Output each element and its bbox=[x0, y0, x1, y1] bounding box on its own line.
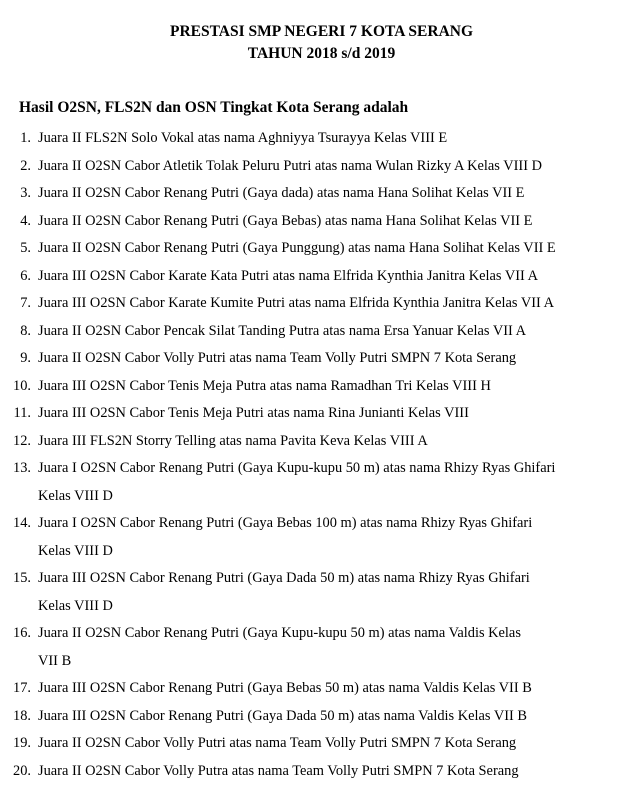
list-item-line: Kelas VIII D bbox=[38, 542, 113, 559]
list-item-text bbox=[38, 400, 638, 428]
list-item-number: 7. bbox=[20, 295, 31, 311]
list-item bbox=[0, 400, 643, 428]
list-item bbox=[0, 125, 643, 153]
list-item-line: Juara III O2SN Cabor Renang Putri (Gaya Dada 50 m) atas nama Valdis Kelas VII B bbox=[38, 707, 528, 724]
list-item bbox=[0, 510, 643, 565]
list-item-text bbox=[38, 455, 638, 510]
list-item bbox=[0, 620, 643, 675]
list-item bbox=[0, 730, 643, 758]
list-item-line: Juara I O2SN Cabor Renang Putri (Gaya Kupu-kupu 50 m) atas nama Rhizy Ryas Ghifari bbox=[38, 460, 556, 476]
list-item bbox=[0, 703, 643, 731]
list-item-number: 15. bbox=[13, 570, 31, 586]
list-item-text bbox=[38, 290, 638, 318]
list-item-line: Juara III O2SN Cabor Karate Kata Putri atas nama Elfrida Kynthia Janitra Kelas VII A bbox=[38, 267, 539, 284]
achievement-list bbox=[0, 125, 643, 785]
list-item bbox=[0, 153, 643, 181]
list-item-number: 14. bbox=[13, 515, 31, 531]
list-item bbox=[0, 675, 643, 703]
list-item bbox=[0, 373, 643, 401]
section-heading: Hasil O2SN, FLS2N dan OSN Tingkat Kota Serang adalah bbox=[19, 99, 409, 116]
list-item-line: Juara II O2SN Cabor Volly Putra atas nama Team Volly Putri SMPN 7 Kota Serang bbox=[38, 762, 519, 779]
list-item bbox=[0, 263, 643, 291]
list-item bbox=[0, 180, 643, 208]
list-item-number: 6. bbox=[20, 267, 31, 284]
list-item-line: Juara III O2SN Cabor Renang Putri (Gaya Dada 50 m) atas nama Rhizy Ryas Ghifari bbox=[38, 570, 530, 586]
list-item bbox=[0, 455, 643, 510]
list-item-number: 9. bbox=[20, 350, 31, 366]
list-item-text bbox=[38, 345, 638, 373]
list-item-text bbox=[38, 153, 638, 181]
list-item-line: Juara II O2SN Cabor Renang Putri (Gaya Punggung) atas nama Hana Solihat Kelas VII E bbox=[38, 240, 556, 256]
list-item-number: 20. bbox=[13, 762, 31, 779]
list-item bbox=[0, 565, 643, 620]
document-subtitle: TAHUN 2018 s/d 2019 bbox=[247, 45, 396, 62]
list-item-text bbox=[38, 758, 638, 786]
list-item-number: 19. bbox=[13, 735, 31, 751]
list-item-line: Juara II O2SN Cabor Volly Putri atas nama Team Volly Putri SMPN 7 Kota Serang bbox=[38, 735, 517, 751]
list-item-text bbox=[38, 208, 638, 236]
list-item bbox=[0, 208, 643, 236]
list-item-line: Juara III O2SN Cabor Renang Putri (Gaya Bebas 50 m) atas nama Valdis Kelas VII B bbox=[38, 680, 532, 696]
list-item-number: 10. bbox=[13, 377, 31, 394]
list-item-line: Juara III O2SN Cabor Tenis Meja Putri atas nama Rina Junianti Kelas VIII bbox=[38, 405, 469, 421]
list-item-number: 18. bbox=[13, 707, 31, 724]
list-item-number: 11. bbox=[13, 405, 31, 421]
list-item-number: 8. bbox=[20, 322, 31, 339]
list-item-text bbox=[38, 373, 638, 401]
list-item-line: Juara II O2SN Cabor Atletik Tolak Peluru Putri atas nama Wulan Rizky A Kelas VIII D bbox=[38, 157, 542, 174]
list-item-text bbox=[38, 318, 638, 346]
list-item bbox=[0, 235, 643, 263]
list-item-line: Kelas VIII D bbox=[38, 597, 113, 614]
list-item-line: Juara II FLS2N Solo Vokal atas nama Aghniyya Tsurayya Kelas VIII E bbox=[38, 130, 448, 146]
list-item-text bbox=[38, 730, 638, 758]
list-item-number: 13. bbox=[13, 460, 31, 476]
list-item-line: Juara III FLS2N Storry Telling atas nama Pavita Keva Kelas VIII A bbox=[38, 432, 428, 449]
list-item-line: Juara III O2SN Cabor Tenis Meja Putra atas nama Ramadhan Tri Kelas VIII H bbox=[38, 377, 491, 394]
list-item-text bbox=[38, 703, 638, 731]
list-item-text bbox=[38, 180, 638, 208]
list-item-line: VII B bbox=[38, 652, 72, 669]
list-item-number: 16. bbox=[13, 625, 31, 641]
list-item-text bbox=[38, 675, 638, 703]
list-item-text bbox=[38, 510, 638, 565]
list-item-number: 1. bbox=[20, 130, 31, 146]
list-item-line: Juara II O2SN Cabor Renang Putri (Gaya dada) atas nama Hana Solihat Kelas VII E bbox=[38, 185, 525, 201]
list-item-text bbox=[38, 263, 638, 291]
list-item-text bbox=[38, 428, 638, 456]
list-item-line: Juara II O2SN Cabor Pencak Silat Tanding Putra atas nama Ersa Yanuar Kelas VII A bbox=[38, 322, 527, 339]
list-item-number: 5. bbox=[20, 240, 31, 256]
list-item-number: 12. bbox=[13, 432, 31, 449]
list-item-line: Juara I O2SN Cabor Renang Putri (Gaya Bebas 100 m) atas nama Rhizy Ryas Ghifari bbox=[38, 515, 533, 531]
list-item-text bbox=[38, 235, 638, 263]
list-item-line: Juara III O2SN Cabor Karate Kumite Putri atas nama Elfrida Kynthia Janitra Kelas VII A bbox=[38, 295, 555, 311]
list-item-number: 2. bbox=[20, 157, 31, 174]
list-item-text bbox=[38, 565, 638, 620]
list-item-number: 17. bbox=[13, 680, 31, 696]
list-item-number: 4. bbox=[20, 212, 31, 229]
list-item-line: Juara II O2SN Cabor Volly Putri atas nama Team Volly Putri SMPN 7 Kota Serang bbox=[38, 350, 517, 366]
list-item-text bbox=[38, 125, 638, 153]
list-item-number: 3. bbox=[20, 185, 31, 201]
list-item bbox=[0, 428, 643, 456]
list-item bbox=[0, 318, 643, 346]
list-item-line: Juara II O2SN Cabor Renang Putri (Gaya Kupu-kupu 50 m) atas nama Valdis Kelas bbox=[38, 625, 521, 641]
list-item-text bbox=[38, 620, 638, 675]
list-item bbox=[0, 758, 643, 786]
list-item-line: Kelas VIII D bbox=[38, 487, 113, 504]
list-item bbox=[0, 290, 643, 318]
list-item bbox=[0, 345, 643, 373]
document-title: PRESTASI SMP NEGERI 7 KOTA SERANG bbox=[169, 23, 474, 40]
list-item-line: Juara II O2SN Cabor Renang Putri (Gaya Bebas) atas nama Hana Solihat Kelas VII E bbox=[38, 212, 533, 229]
